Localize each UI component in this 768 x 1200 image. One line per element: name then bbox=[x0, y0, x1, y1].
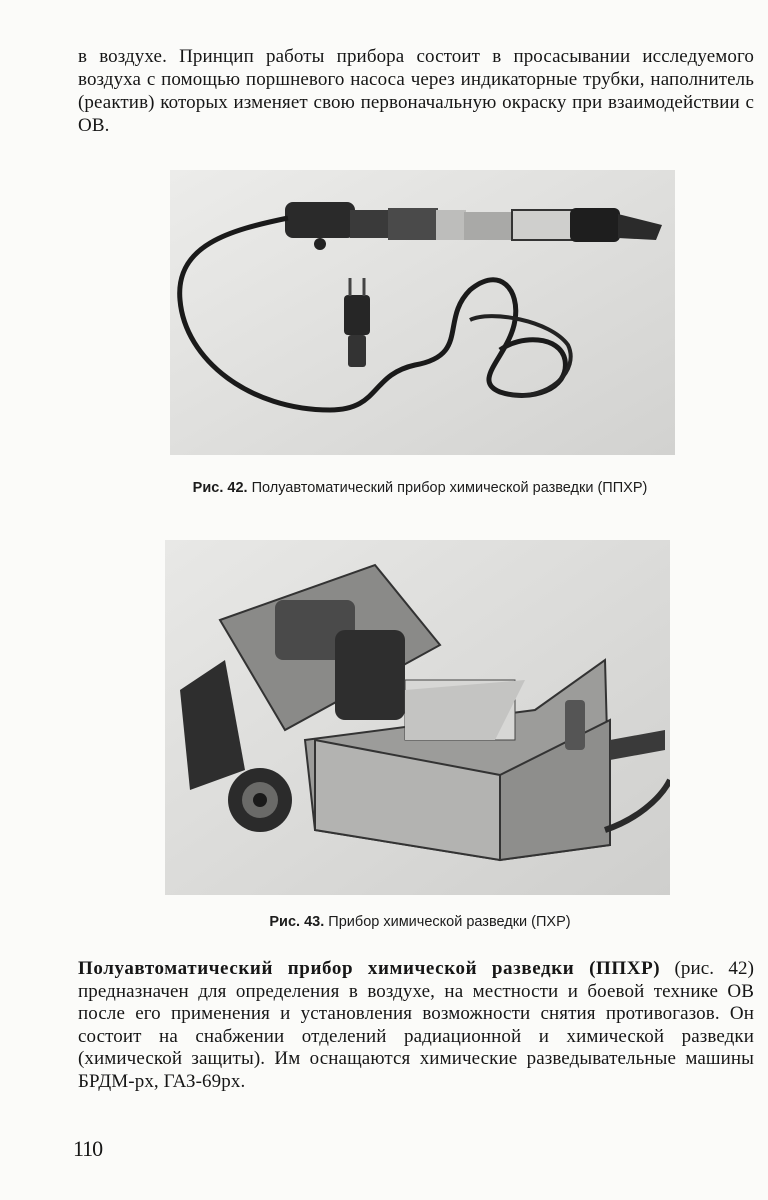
figure-42-caption bbox=[160, 480, 680, 497]
page-number: 110 bbox=[73, 1136, 103, 1161]
figure-43-label: Рис. 43. bbox=[269, 914, 325, 930]
figure-43-caption bbox=[160, 914, 680, 931]
ppkhr-device-illustration bbox=[170, 170, 675, 455]
top-paragraph: в воздухе. Принцип работы прибора состоит в просасывании исследуемого воздуха с помощью поршневого насоса через индикаторные трубки, наполнитель (реактив) которых изменяет свою первоначальную окраску при взаимодействии с ОВ. bbox=[78, 46, 754, 136]
pkhr-device-illustration bbox=[165, 540, 670, 895]
paragraph-lead-term: Полуавтоматический прибор химической разведки (ППХР) bbox=[78, 958, 661, 979]
bottom-paragraph bbox=[78, 958, 754, 1093]
figure-42-caption-text: Полуавтоматический прибор химической разведки (ППХР) bbox=[251, 480, 648, 496]
figure-42-photo bbox=[170, 170, 675, 455]
figure-43-photo bbox=[165, 540, 670, 895]
paragraph-body: (рис. 42) предназначен для определения в воздухе, на местности и боевой технике ОВ после его применения и установления возможности снятия противогазов. Он состоит на снабжении отделений радиационной и химической разведки (химической защиты). Им оснащаются химические разведывательные машины БРДМ-рх, ГАЗ-69рх. bbox=[78, 958, 754, 1092]
figure-42-label: Рис. 42. bbox=[192, 480, 248, 496]
figure-43-caption-text: Прибор химической разведки (ПХР) bbox=[328, 914, 571, 930]
